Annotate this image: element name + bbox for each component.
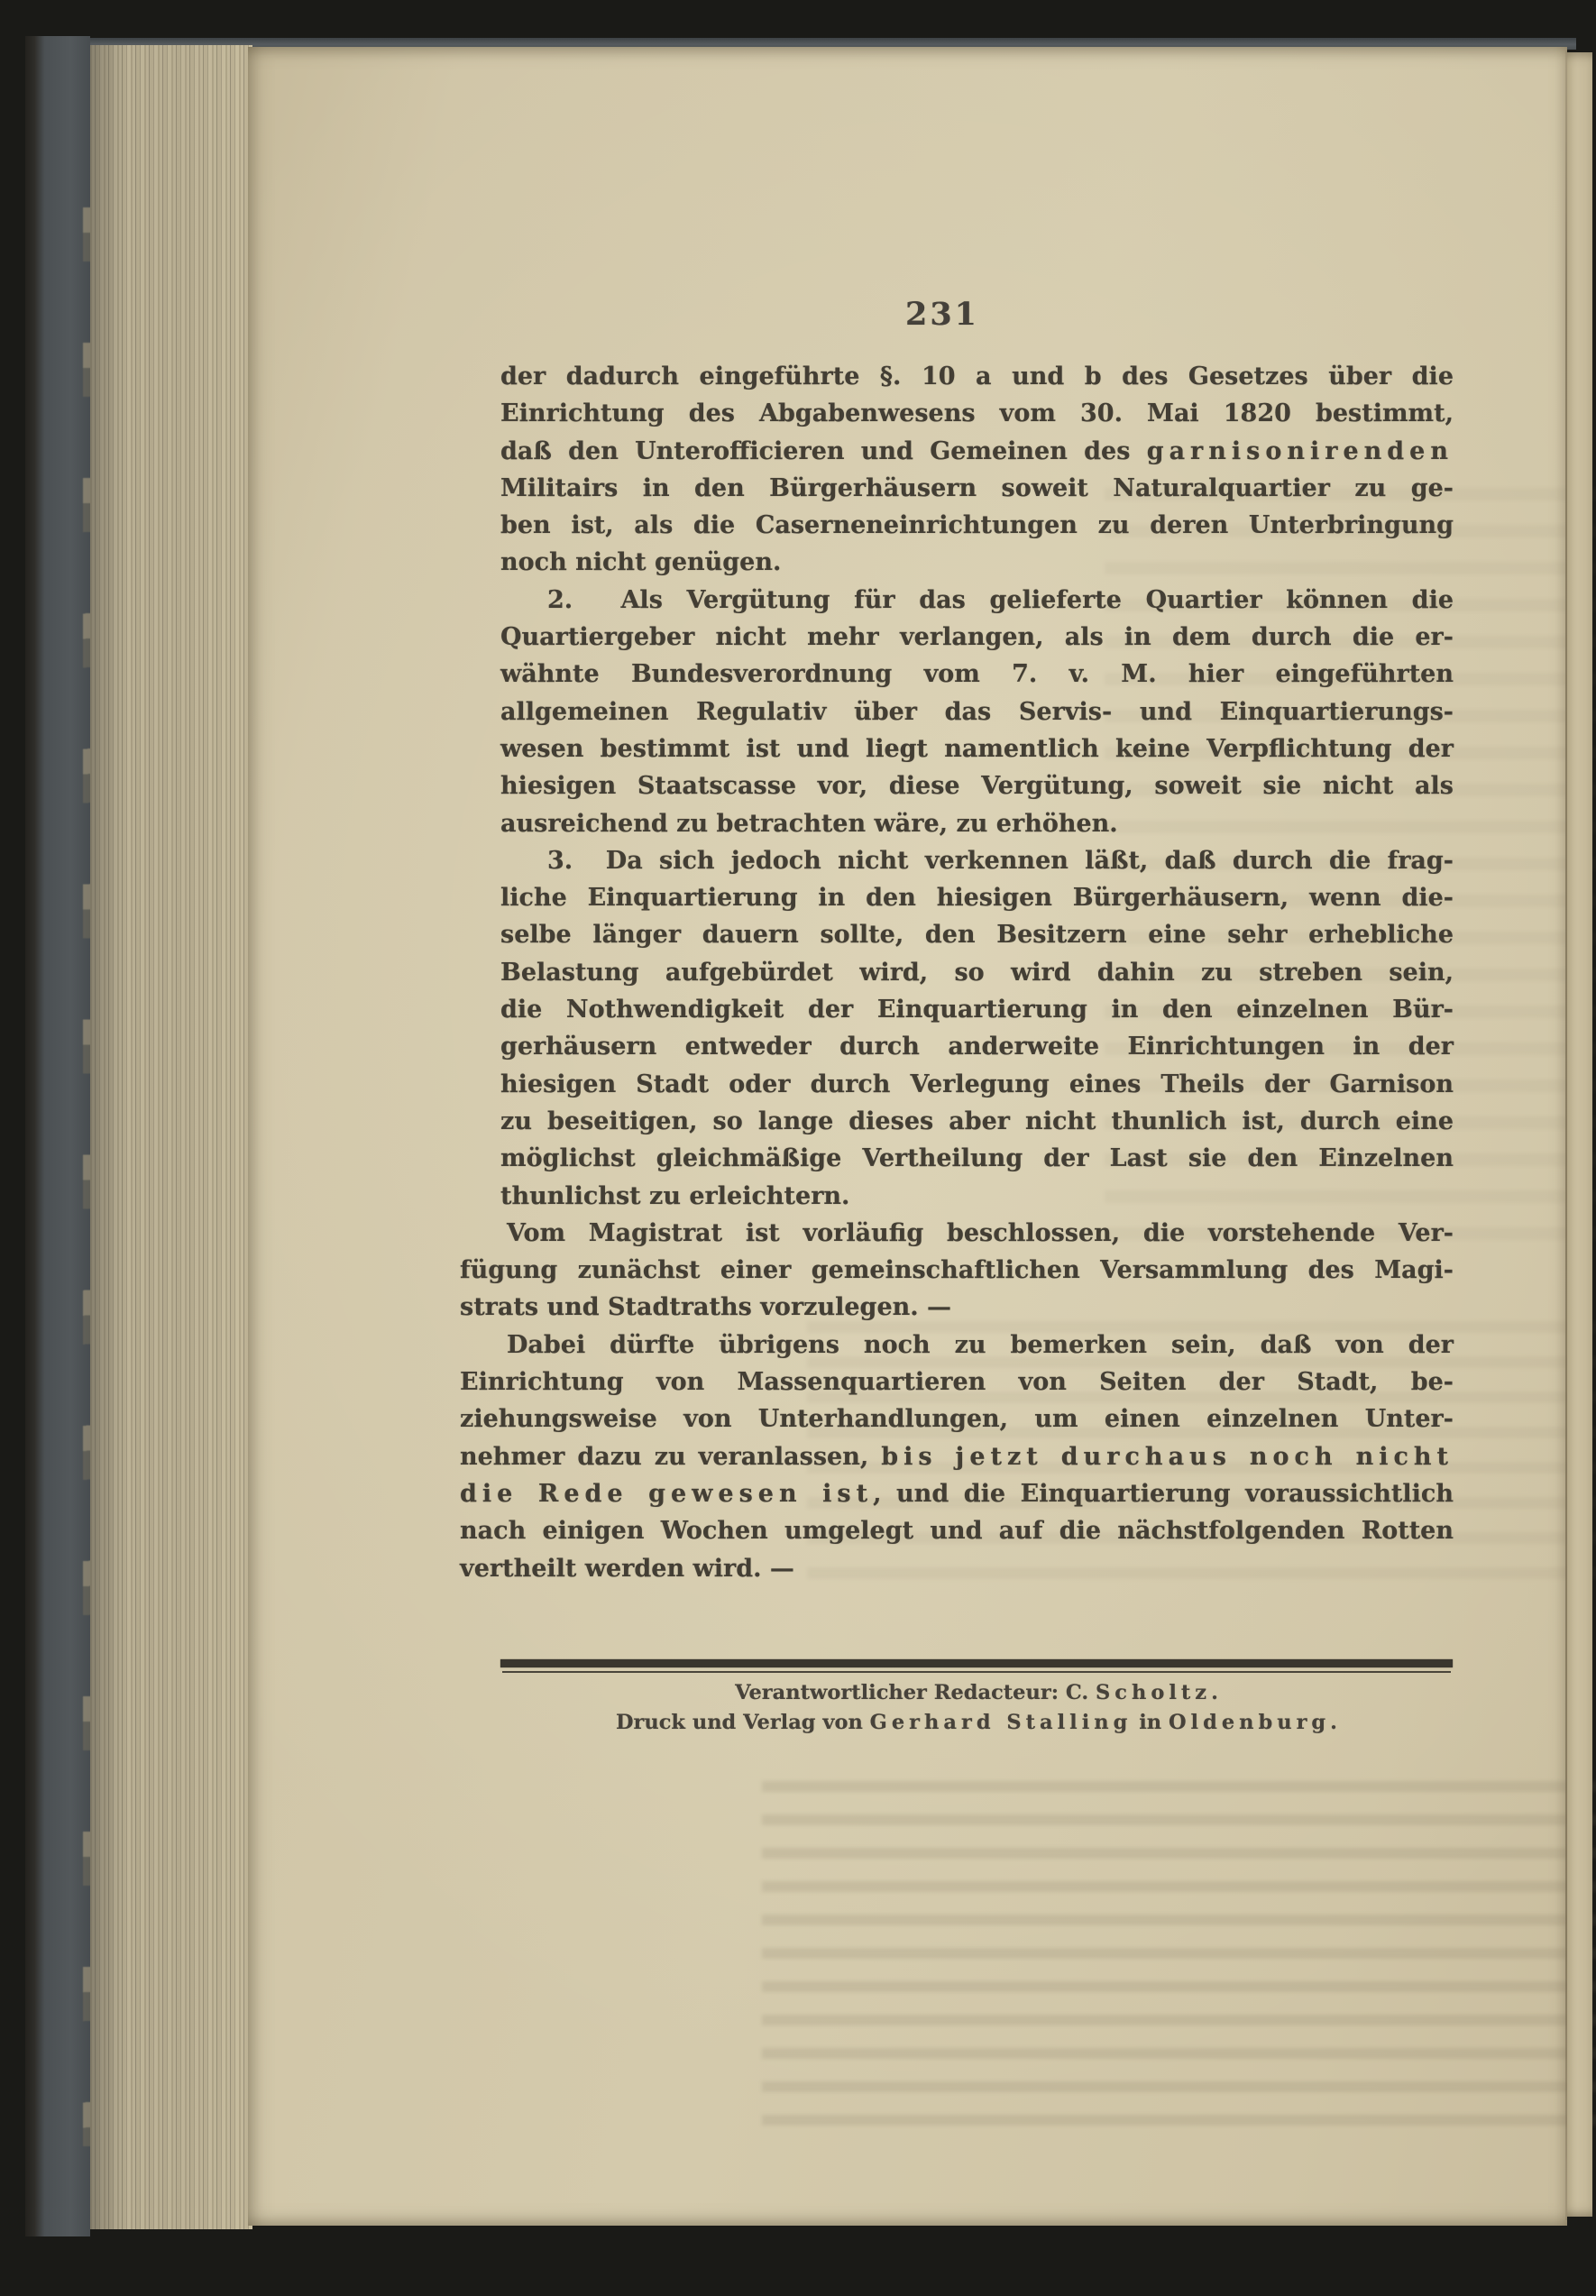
text-segment: 3. Da sich jedoch nicht verkennen läßt, daß durch die frag- — [547, 846, 1454, 875]
text-line — [460, 1215, 1454, 1252]
text-line — [460, 1364, 1454, 1401]
text-line — [500, 916, 1454, 953]
text-segment: die Nothwendigkeit der Einquartierung in den einzelnen Bür- — [500, 996, 1454, 1024]
text-segment: in — [1132, 1711, 1169, 1734]
closing-paragraphs-block — [460, 1215, 1454, 1587]
text-segment: vertheilt werden wird. — — [460, 1554, 794, 1583]
imprint-editor-line — [500, 1681, 1453, 1704]
text-segment: Belastung aufgebürdet wird, so wird dahin zu streben sein, — [500, 958, 1454, 987]
text-line — [460, 1438, 1454, 1475]
letterspaced-text: die Rede gewesen ist — [460, 1479, 874, 1508]
text-line — [500, 842, 1454, 879]
letterspaced-text: Scholtz — [1096, 1681, 1212, 1704]
text-segment: strats und Stadtraths vorzulegen. — — [460, 1293, 952, 1322]
text-line — [500, 470, 1454, 507]
text-line — [500, 693, 1454, 730]
text-line — [460, 1252, 1454, 1289]
book-page — [248, 47, 1567, 2226]
text-segment: Dabei dürfte übrigens noch zu bemerken sein, daß von der — [507, 1330, 1454, 1359]
text-line — [500, 991, 1454, 1028]
text-line — [500, 879, 1454, 916]
text-segment: allgemeinen Regulativ über das Servis- und Einquartierungs- — [500, 697, 1454, 726]
text-line — [460, 1289, 1454, 1326]
text-segment: hiesigen Stadt oder durch Verlegung eines Theils der Garnison — [500, 1070, 1454, 1098]
text-segment: Vom Magistrat ist vorläufig beschlossen, die vorstehende Ver- — [507, 1218, 1454, 1247]
text-segment: ausreichend zu betrachten wäre, zu erhöhen. — [500, 809, 1118, 838]
text-line — [500, 619, 1454, 656]
text-segment: wähnte Bundesverordnung vom 7. v. M. hier eingeführten — [500, 660, 1454, 689]
page-number: 231 — [904, 296, 980, 333]
text-segment: Quartiergeber nicht mehr verlangen, als in dem durch die er- — [500, 623, 1454, 652]
text-segment: nehmer dazu zu veranlassen, — [460, 1442, 882, 1471]
text-segment: fügung zunächst einer gemeinschaftlichen Versammlung des Magi- — [460, 1256, 1454, 1285]
text-segment: liche Einquartierung in den hiesigen Bürgerhäusern, wenn die- — [500, 884, 1454, 913]
letterspaced-text: garnisonirenden — [1146, 436, 1454, 465]
text-segment: wesen bestimmt ist und liegt namentlich keine Verpflichtung der — [500, 734, 1454, 763]
text-segment: gerhäusern entweder durch anderweite Einrichtungen in der — [500, 1033, 1454, 1061]
text-segment: , und die Einquartierung voraussichtlich — [873, 1479, 1454, 1508]
text-segment: nach einigen Wochen umgelegt und auf die nächstfolgenden Rotten — [460, 1517, 1454, 1546]
text-segment: ben ist, als die Caserneneinrichtungen zu deren Unterbringung — [500, 511, 1454, 540]
text-line — [500, 1178, 1454, 1215]
text-line — [500, 1103, 1454, 1140]
book-cover-edge — [25, 36, 90, 2236]
text-segment: . — [1330, 1711, 1338, 1734]
text-line — [500, 656, 1454, 693]
text-line — [460, 1475, 1454, 1512]
text-segment: zu beseitigen, so lange dieses aber nicht thunlich ist, durch eine — [500, 1107, 1454, 1135]
text-line — [500, 730, 1454, 767]
text-segment: Verantwortlicher Redacteur: C. — [735, 1681, 1096, 1704]
text-segment: ziehungsweise von Unterhandlungen, um einen einzelnen Unter- — [460, 1405, 1454, 1434]
text-line — [500, 358, 1454, 395]
text-segment: noch nicht genügen. — [500, 548, 782, 577]
text-segment: hiesigen Staatscasse vor, diese Vergütung, soweit sie nicht als — [500, 772, 1454, 801]
text-segment: . — [1211, 1681, 1218, 1704]
text-segment: möglichst gleichmäßige Vertheilung der Last sie den Einzelnen — [500, 1144, 1454, 1173]
text-segment: Militairs in den Bürgerhäusern soweit Naturalquartier zu ge- — [500, 473, 1454, 502]
text-line — [500, 582, 1454, 619]
bleed-through-text — [762, 1760, 1596, 2148]
text-segment: selbe länger dauern sollte, den Besitzern eine sehr erhebliche — [500, 921, 1454, 950]
text-line — [500, 1066, 1454, 1103]
text-segment: thunlichst zu erleichtern. — [500, 1181, 850, 1210]
footer-rule-thick — [500, 1659, 1453, 1667]
text-line — [500, 805, 1454, 842]
text-line — [460, 1512, 1454, 1549]
text-line — [500, 954, 1454, 991]
verfuegung-quote-block — [500, 358, 1454, 1215]
page-stack-edges — [90, 45, 252, 2229]
text-line — [500, 1140, 1454, 1177]
text-line — [500, 433, 1454, 470]
text-line — [500, 544, 1454, 581]
text-segment: 2. Als Vergütung für das gelieferte Quartier können die — [547, 585, 1454, 614]
letterspaced-text: bis jetzt durchaus noch nicht — [881, 1442, 1454, 1471]
letterspaced-text: Gerhard Stalling — [869, 1711, 1133, 1734]
page-edge-strip — [1567, 52, 1592, 2217]
letterspaced-text: Oldenburg — [1168, 1711, 1331, 1734]
imprint-publisher-line — [500, 1711, 1453, 1734]
footer-rule-thin — [502, 1671, 1451, 1673]
text-line — [500, 767, 1454, 804]
text-segment: Druck und Verlag von — [615, 1711, 870, 1734]
text-line — [460, 1401, 1454, 1437]
text-line — [500, 507, 1454, 544]
text-body — [460, 358, 1454, 1587]
text-segment: Einrichtung von Massenquartieren von Seiten der Stadt, be- — [460, 1368, 1454, 1397]
text-line — [500, 395, 1454, 432]
text-line — [460, 1550, 1454, 1587]
text-segment: der dadurch eingeführte §. 10 a und b des Gesetzes über die — [500, 363, 1454, 390]
text-segment: Einrichtung des Abgabenwesens vom 30. Mai 1820 bestimmt, — [500, 400, 1454, 428]
text-line — [500, 1028, 1454, 1065]
text-line — [460, 1327, 1454, 1364]
text-segment: daß den Unterofficieren und Gemeinen des — [500, 436, 1147, 465]
